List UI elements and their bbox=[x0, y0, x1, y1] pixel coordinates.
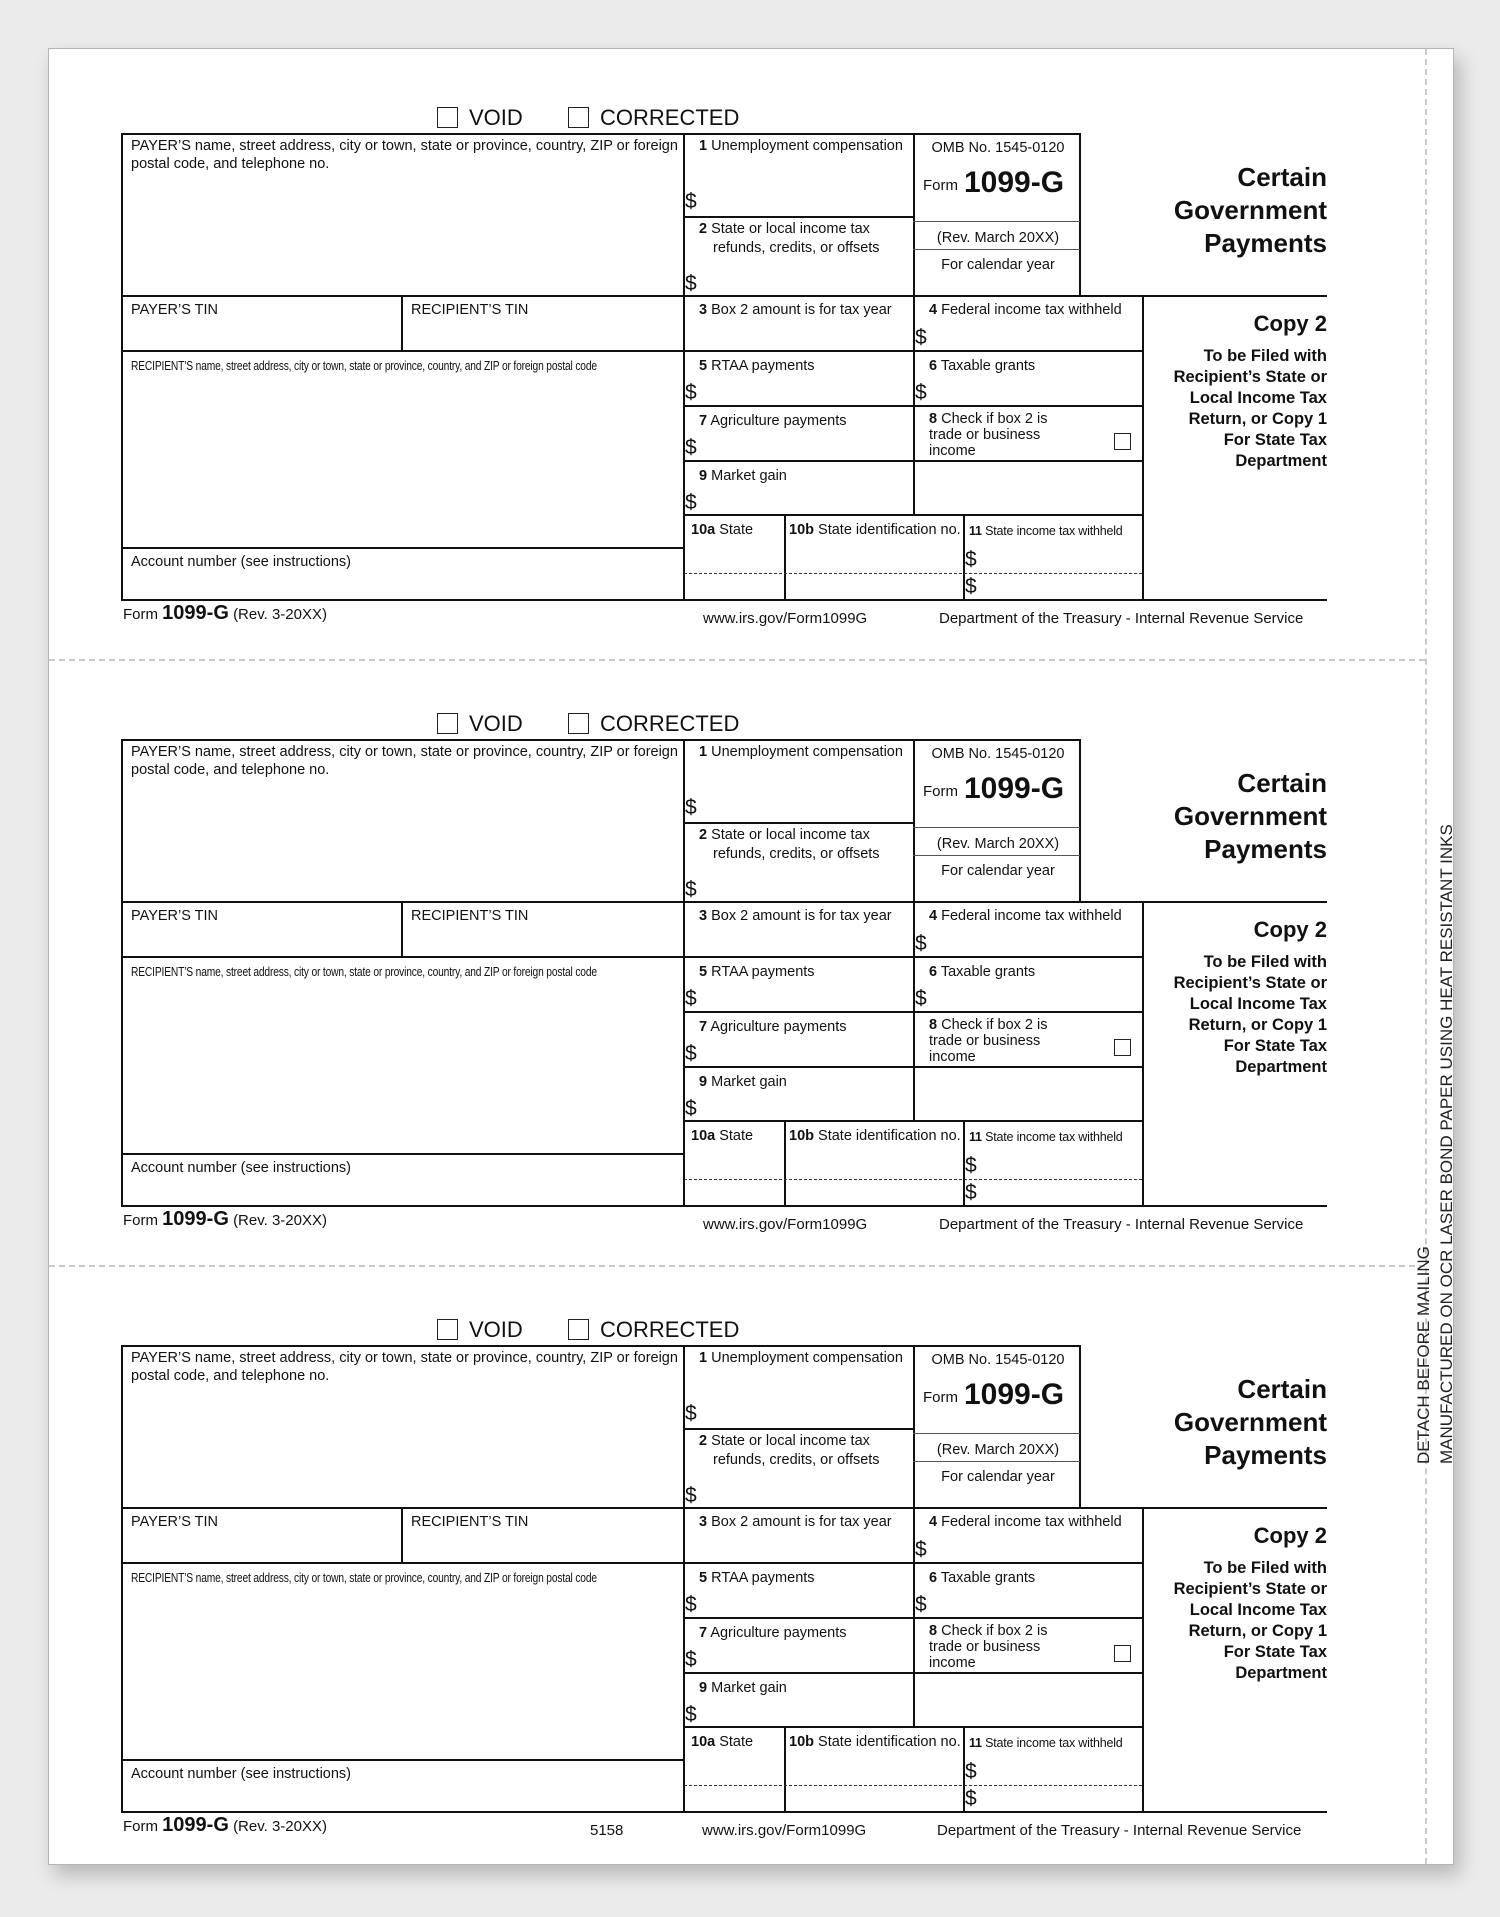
box3-label: 3 Box 2 amount is for tax year bbox=[699, 302, 892, 318]
box10a-label: 10a State bbox=[691, 522, 754, 538]
box11-dollar-2: $ bbox=[965, 575, 977, 598]
account-number-label: Account number (see instructions) bbox=[131, 1160, 352, 1176]
footer-url[interactable]: www.irs.gov/Form1099G bbox=[703, 610, 868, 627]
box4-label: 4 Federal income tax withheld bbox=[929, 1514, 1122, 1530]
corrected-checkbox[interactable] bbox=[568, 107, 589, 128]
box4-dollar: $ bbox=[915, 326, 927, 349]
void-label: VOID bbox=[469, 711, 523, 736]
state-tax-withheld-field[interactable] bbox=[983, 543, 1139, 597]
box6-label: 6 Taxable grants bbox=[929, 358, 1036, 374]
omb-number: OMB No. 1545-0120 bbox=[931, 746, 1065, 762]
box6-dollar: $ bbox=[915, 987, 927, 1010]
corrected-label: CORRECTED bbox=[600, 105, 740, 130]
footer-department: Department of the Treasury - Internal Revenue Service bbox=[939, 1216, 1304, 1233]
form-revision: (Rev. March 20XX) bbox=[936, 230, 1060, 246]
box6-label: 6 Taxable grants bbox=[929, 1570, 1036, 1586]
box7-label: 7 Agriculture payments bbox=[699, 413, 847, 429]
state-refunds-field[interactable] bbox=[701, 259, 909, 293]
state-field[interactable] bbox=[687, 543, 781, 597]
box1-label: 1 Unemployment compensation bbox=[699, 138, 903, 154]
calendar-year-field[interactable] bbox=[929, 1487, 1069, 1505]
market-gain-field[interactable] bbox=[701, 1699, 909, 1724]
recipient-name-address-label: RECIPIENT’S name, street address, city or town, state or province, country, and ZIP or foreign postal code bbox=[131, 965, 597, 979]
void-checkbox[interactable] bbox=[437, 1319, 458, 1340]
copy-description: To be Filed with Recipient’s State or Local Income Tax Return, or Copy 1 For State Tax Department bbox=[1173, 953, 1327, 1076]
box11-label: 11 State income tax withheld bbox=[969, 1130, 1123, 1144]
box2-label-line2: refunds, credits, or offsets bbox=[713, 846, 880, 862]
copy-title: Copy 2 bbox=[1253, 917, 1327, 942]
form-1099g-copy-3 bbox=[49, 1261, 1453, 1867]
form-title: Certain Government Payments bbox=[1173, 1374, 1327, 1470]
payer-tin-field[interactable] bbox=[127, 1533, 397, 1559]
box1-dollar: $ bbox=[685, 796, 697, 819]
recipient-tin-label: RECIPIENT’S TIN bbox=[411, 1514, 529, 1530]
footer-url[interactable]: www.irs.gov/Form1099G bbox=[702, 1822, 867, 1839]
agriculture-payments-field[interactable] bbox=[701, 1644, 909, 1670]
box9-dollar: $ bbox=[685, 1703, 697, 1726]
recipient-tin-field[interactable] bbox=[407, 321, 679, 347]
form-1099g-copy-2 bbox=[49, 655, 1453, 1261]
calendar-year-field[interactable] bbox=[929, 275, 1069, 293]
omb-number: OMB No. 1545-0120 bbox=[931, 140, 1065, 156]
recipient-name-address-label: RECIPIENT’S name, street address, city or town, state or province, country, and ZIP or foreign postal code bbox=[131, 359, 597, 373]
box6-dollar: $ bbox=[915, 381, 927, 404]
recipient-tin-label: RECIPIENT’S TIN bbox=[411, 908, 529, 924]
box11-label: 11 State income tax withheld bbox=[969, 1736, 1123, 1750]
void-label: VOID bbox=[469, 105, 523, 130]
side-margin-text bbox=[1412, 64, 1472, 1464]
rtaa-payments-field[interactable] bbox=[701, 1589, 909, 1615]
box6-dollar: $ bbox=[915, 1593, 927, 1616]
footer-department: Department of the Treasury - Internal Revenue Service bbox=[939, 610, 1304, 627]
box3-label: 3 Box 2 amount is for tax year bbox=[699, 1514, 892, 1530]
payer-name-address-label: PAYER’S name, street address, city or town, state or province, country, ZIP or foreign postal code, and telephone no. bbox=[131, 1350, 678, 1384]
payer-name-address-label: PAYER’S name, street address, city or town, state or province, country, ZIP or foreign postal code, and telephone no. bbox=[131, 138, 678, 172]
void-checkbox[interactable] bbox=[437, 713, 458, 734]
box4-label: 4 Federal income tax withheld bbox=[929, 908, 1122, 924]
box2-label-line1: 2 State or local income tax bbox=[699, 221, 870, 237]
box9-label: 9 Market gain bbox=[699, 468, 787, 484]
box2-dollar: $ bbox=[685, 272, 697, 295]
footer-form-id: Form 1099-G (Rev. 3-20XX) bbox=[123, 602, 327, 624]
corrected-checkbox[interactable] bbox=[568, 713, 589, 734]
payer-name-address-field[interactable] bbox=[125, 1391, 680, 1503]
void-label: VOID bbox=[469, 1317, 523, 1342]
footer-form-id: Form 1099-G (Rev. 3-20XX) bbox=[123, 1208, 327, 1230]
rtaa-payments-field[interactable] bbox=[701, 377, 909, 403]
recipient-name-address-label: RECIPIENT’S name, street address, city or town, state or province, country, and ZIP or foreign postal code bbox=[131, 1571, 597, 1585]
box11-dollar-2: $ bbox=[965, 1787, 977, 1810]
box10a-label: 10a State bbox=[691, 1128, 754, 1144]
box9-label: 9 Market gain bbox=[699, 1074, 787, 1090]
agriculture-payments-field[interactable] bbox=[701, 432, 909, 458]
box3-label: 3 Box 2 amount is for tax year bbox=[699, 908, 892, 924]
box11-dollar-1: $ bbox=[965, 548, 977, 571]
box11-dollar-1: $ bbox=[965, 1760, 977, 1783]
void-checkbox[interactable] bbox=[437, 107, 458, 128]
omb-number: OMB No. 1545-0120 bbox=[931, 1352, 1065, 1368]
box8-label: 8 Check if box 2 is trade or business income bbox=[929, 1623, 1048, 1671]
paper-notice: MANUFACTURED ON OCR LASER BOND PAPER USING HEAT RESISTANT INKS bbox=[1437, 824, 1456, 1464]
box2-dollar: $ bbox=[685, 878, 697, 901]
market-gain-field[interactable] bbox=[701, 1093, 909, 1118]
form-prefix: Form bbox=[923, 783, 958, 800]
state-id-field[interactable] bbox=[789, 1149, 959, 1203]
box2-label-line2: refunds, credits, or offsets bbox=[713, 1452, 880, 1468]
box4-dollar: $ bbox=[915, 932, 927, 955]
form-name: 1099-G bbox=[964, 166, 1065, 199]
copy-description: To be Filed with Recipient’s State or Local Income Tax Return, or Copy 1 For State Tax Department bbox=[1173, 347, 1327, 470]
box5-dollar: $ bbox=[685, 381, 697, 404]
unemployment-compensation-field[interactable] bbox=[701, 1369, 909, 1425]
market-gain-field[interactable] bbox=[701, 487, 909, 512]
box1-label: 1 Unemployment compensation bbox=[699, 1350, 903, 1366]
form-revision: (Rev. March 20XX) bbox=[936, 1442, 1060, 1458]
payer-tin-label: PAYER’S TIN bbox=[131, 302, 219, 318]
box10b-label: 10b State identification no. bbox=[789, 1734, 961, 1750]
payer-name-address-field[interactable] bbox=[125, 785, 680, 897]
corrected-checkbox[interactable] bbox=[568, 1319, 589, 1340]
agriculture-payments-field[interactable] bbox=[701, 1038, 909, 1064]
rtaa-payments-field[interactable] bbox=[701, 983, 909, 1009]
recipient-tin-label: RECIPIENT’S TIN bbox=[411, 302, 529, 318]
box1-dollar: $ bbox=[685, 190, 697, 213]
box10a-label: 10a State bbox=[691, 1734, 754, 1750]
box10b-label: 10b State identification no. bbox=[789, 522, 961, 538]
account-number-field[interactable] bbox=[127, 1785, 679, 1809]
state-refunds-field[interactable] bbox=[701, 1471, 909, 1505]
box5-dollar: $ bbox=[685, 1593, 697, 1616]
unemployment-compensation-field[interactable] bbox=[701, 763, 909, 819]
box2-label-line1: 2 State or local income tax bbox=[699, 827, 870, 843]
state-tax-withheld-field[interactable] bbox=[983, 1755, 1139, 1809]
box7-label: 7 Agriculture payments bbox=[699, 1019, 847, 1035]
box6-label: 6 Taxable grants bbox=[929, 964, 1036, 980]
payer-tin-label: PAYER’S TIN bbox=[131, 908, 219, 924]
unemployment-compensation-field[interactable] bbox=[701, 157, 909, 213]
corrected-label: CORRECTED bbox=[600, 1317, 740, 1342]
box7-dollar: $ bbox=[685, 436, 697, 459]
recipient-name-address-field[interactable] bbox=[127, 985, 679, 1149]
box1-dollar: $ bbox=[685, 1402, 697, 1425]
box11-label: 11 State income tax withheld bbox=[969, 524, 1123, 538]
calendar-year-field[interactable] bbox=[929, 881, 1069, 899]
box7-label: 7 Agriculture payments bbox=[699, 1625, 847, 1641]
state-tax-withheld-field[interactable] bbox=[983, 1149, 1139, 1203]
box5-label: 5 RTAA payments bbox=[699, 358, 815, 374]
copy-title: Copy 2 bbox=[1253, 1523, 1327, 1548]
box5-label: 5 RTAA payments bbox=[699, 1570, 815, 1586]
form-code: 5158 bbox=[590, 1822, 624, 1839]
payer-tin-label: PAYER’S TIN bbox=[131, 1514, 219, 1530]
box11-dollar-2: $ bbox=[965, 1181, 977, 1204]
payer-tin-field[interactable] bbox=[127, 321, 397, 347]
box9-label: 9 Market gain bbox=[699, 1680, 787, 1696]
box9-dollar: $ bbox=[685, 1097, 697, 1120]
box2-label-line2: refunds, credits, or offsets bbox=[713, 240, 880, 256]
recipient-name-address-field[interactable] bbox=[127, 1591, 679, 1755]
box10b-label: 10b State identification no. bbox=[789, 1128, 961, 1144]
box5-label: 5 RTAA payments bbox=[699, 964, 815, 980]
state-id-field[interactable] bbox=[789, 1755, 959, 1809]
payer-name-address-field[interactable] bbox=[125, 179, 680, 291]
tax-year-field[interactable] bbox=[689, 1533, 909, 1559]
form-revision: (Rev. March 20XX) bbox=[936, 836, 1060, 852]
box4-label: 4 Federal income tax withheld bbox=[929, 302, 1122, 318]
copy-title: Copy 2 bbox=[1253, 311, 1327, 336]
tax-year-field[interactable] bbox=[689, 927, 909, 953]
footer-department: Department of the Treasury - Internal Revenue Service bbox=[937, 1822, 1302, 1839]
box2-label-line1: 2 State or local income tax bbox=[699, 1433, 870, 1449]
tax-year-field[interactable] bbox=[689, 321, 909, 347]
detach-notice: DETACH BEFORE MAILING bbox=[1414, 1246, 1433, 1464]
calendar-year-label: For calendar year bbox=[941, 257, 1055, 273]
form-title: Certain Government Payments bbox=[1173, 162, 1327, 258]
box7-dollar: $ bbox=[685, 1042, 697, 1065]
footer-form-id: Form 1099-G (Rev. 3-20XX) bbox=[123, 1814, 327, 1836]
state-field[interactable] bbox=[687, 1755, 781, 1809]
box1-label: 1 Unemployment compensation bbox=[699, 744, 903, 760]
form-prefix: Form bbox=[923, 177, 958, 194]
state-field[interactable] bbox=[687, 1149, 781, 1203]
recipient-tin-field[interactable] bbox=[407, 1533, 679, 1559]
copy-description: To be Filed with Recipient’s State or Local Income Tax Return, or Copy 1 For State Tax Department bbox=[1173, 1559, 1327, 1682]
form-1099g-copy-1 bbox=[49, 49, 1453, 655]
payer-name-address-label: PAYER’S name, street address, city or town, state or province, country, ZIP or foreign postal code, and telephone no. bbox=[131, 744, 678, 778]
form-sheet bbox=[48, 48, 1454, 1865]
box9-dollar: $ bbox=[685, 491, 697, 514]
state-id-field[interactable] bbox=[789, 543, 959, 597]
box7-dollar: $ bbox=[685, 1648, 697, 1671]
payer-tin-field[interactable] bbox=[127, 927, 397, 953]
form-name: 1099-G bbox=[964, 1378, 1065, 1411]
state-refunds-field[interactable] bbox=[701, 865, 909, 899]
corrected-label: CORRECTED bbox=[600, 711, 740, 736]
recipient-tin-field[interactable] bbox=[407, 927, 679, 953]
box4-dollar: $ bbox=[915, 1538, 927, 1561]
calendar-year-label: For calendar year bbox=[941, 1469, 1055, 1485]
account-number-label: Account number (see instructions) bbox=[131, 554, 352, 570]
account-number-field[interactable] bbox=[127, 1179, 679, 1203]
box11-dollar-1: $ bbox=[965, 1154, 977, 1177]
box2-dollar: $ bbox=[685, 1484, 697, 1507]
box8-label: 8 Check if box 2 is trade or business income bbox=[929, 1017, 1048, 1065]
form-name: 1099-G bbox=[964, 772, 1065, 805]
form-prefix: Form bbox=[923, 1389, 958, 1406]
footer-url[interactable]: www.irs.gov/Form1099G bbox=[703, 1216, 868, 1233]
account-number-label: Account number (see instructions) bbox=[131, 1766, 352, 1782]
recipient-name-address-field[interactable] bbox=[127, 379, 679, 543]
account-number-field[interactable] bbox=[127, 573, 679, 597]
box8-label: 8 Check if box 2 is trade or business income bbox=[929, 411, 1048, 459]
form-title: Certain Government Payments bbox=[1173, 768, 1327, 864]
calendar-year-label: For calendar year bbox=[941, 863, 1055, 879]
box5-dollar: $ bbox=[685, 987, 697, 1010]
